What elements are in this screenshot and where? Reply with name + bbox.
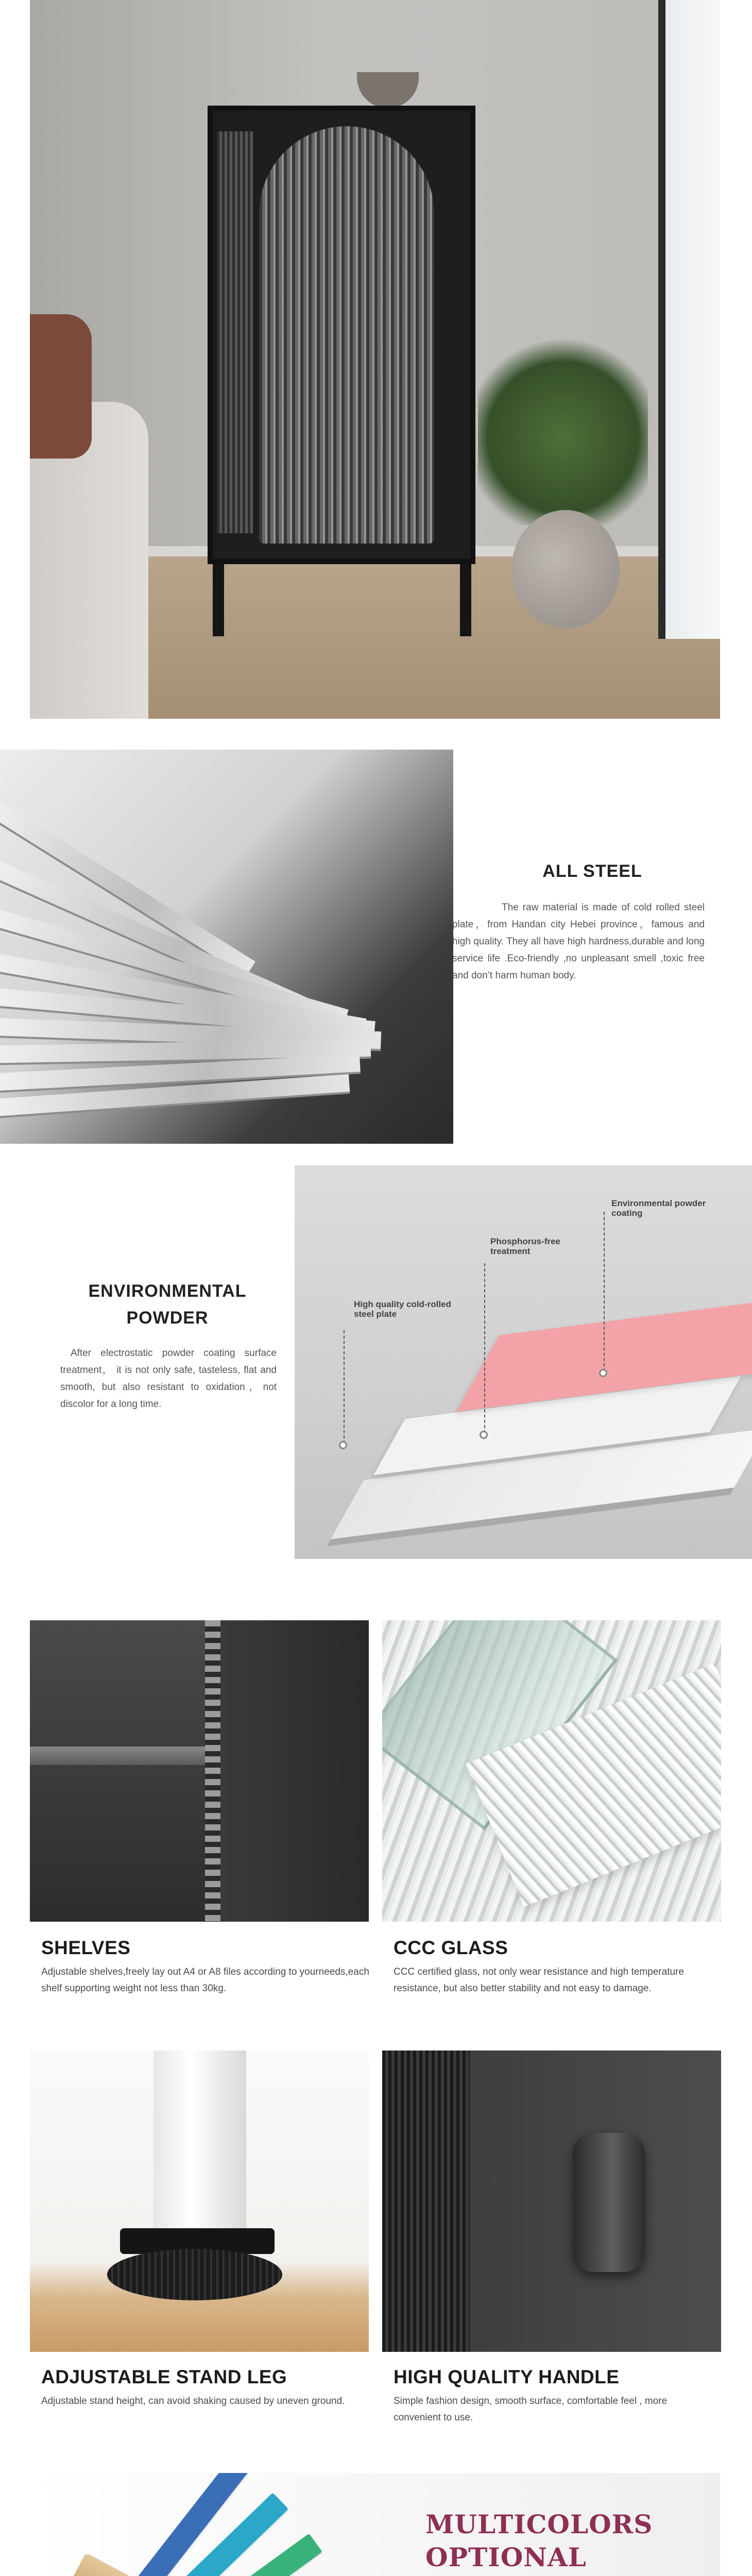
label-steel-plate: High quality cold-rolled steel plate [354,1299,451,1319]
cabinet-leg [460,564,471,636]
cabinet-leg [213,564,224,636]
ccc-glass-photo [382,1620,721,1922]
adjustable-leg-photo [30,2050,369,2352]
shelves-title: SHELVES [41,1937,131,1958]
environmental-powder-title-line2: POWDER [126,1308,209,1328]
handle-photo [382,2050,721,2352]
leader-line [344,1330,345,1444]
potted-plant [478,330,648,526]
shelf-rail [205,1620,220,1922]
multicolors-title-line1: MULTICOLORS [425,2509,653,2539]
ccc-glass-description: CCC certified glass, not only wear resistance and high temperature resistance, but also better stability and not easy to damage. [394,1967,684,1994]
black-glass-cabinet [208,106,475,564]
all-steel-description: The raw material is made of cold rolled steel plate，from Handan city Hebei province，famous and high quality. They all have high hardness,durable and long service life .Eco-friendly ,no unpleasant smell ,toxic free and don’t harm human body. [452,902,705,981]
arched-fluted-glass-door [259,126,434,544]
side-fluted-glass [217,131,253,533]
environmental-powder-title [64,1278,270,1331]
handle-description: Simple fashion design, smooth surface, comfortable feel , more convenient to use. [394,2396,668,2423]
label-powder-coating: Environmental powder coating [611,1198,706,1218]
marker-dot [480,1431,488,1439]
label-phosphorus-free: Phosphorus-free treatment [490,1236,561,1256]
environmental-powder-title-line1: ENVIRONMENTAL [88,1281,247,1301]
multicolors-title [425,2508,683,2574]
environmental-powder-description: After electrostatic powder coating surface treatment， it is not only safe, tasteless, flat and smooth, but also resistant to oxidation，not discolor for a long time. [60,1348,277,1410]
coating-layers-diagram-photo [295,1165,752,1559]
leader-line [604,1212,605,1371]
cushion [30,314,92,459]
cabinet-interior [30,1620,205,1922]
stand-leg-description: Adjustable stand height, can avoid shaking caused by uneven ground. [41,2396,345,2406]
marker-dot [599,1369,607,1377]
leader-line [484,1263,485,1433]
window [658,0,720,639]
all-steel-title: ALL STEEL [542,861,642,881]
shelves-photo [30,1620,369,1922]
steel-plates-photo [0,750,453,1144]
shelves-description: Adjustable shelves,freely lay out A4 or A8 files according to yourneeds,each shelf supporting weight not less than 30kg. [41,1967,369,1994]
marker-dot [339,1441,347,1449]
fluted-glass-edge [382,2050,470,2352]
color-swatch-fan-photo [30,2473,390,2576]
cabinet-side [220,1620,369,1922]
plant-pot [511,510,620,629]
leveling-foot [107,2249,282,2300]
door-handle [573,2133,645,2272]
ccc-glass-title: CCC GLASS [394,1937,508,1958]
cabinet-hero-photo [30,0,720,719]
multicolors-title-line2: OPTIONAL [425,2542,587,2572]
handle-title: HIGH QUALITY HANDLE [394,2366,620,2387]
stand-leg-title: ADJUSTABLE STAND LEG [41,2366,287,2387]
white-leg [153,2050,246,2236]
